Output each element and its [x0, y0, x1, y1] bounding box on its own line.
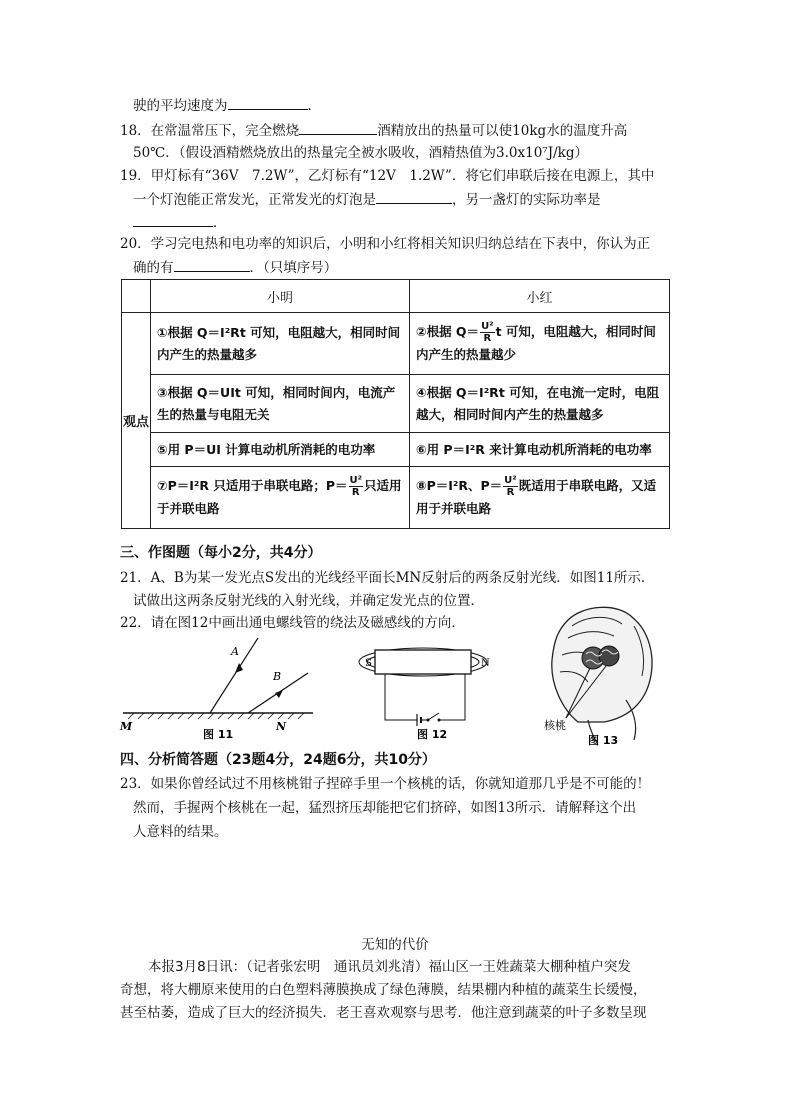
switch-contact	[438, 719, 441, 722]
viewpoint-7	[151, 467, 410, 529]
fraction-den: R	[506, 487, 515, 498]
col-header-xiaohong: 小红	[410, 280, 670, 313]
figure-13	[538, 600, 668, 750]
label-b: B	[273, 670, 282, 683]
q18-text-a: 18．在常温常压下，完全燃烧	[120, 123, 300, 139]
viewpoint-8	[410, 467, 670, 529]
q19-line3	[133, 212, 227, 233]
fraction-num: U²	[504, 475, 517, 486]
viewpoint-5: ⑤用 P＝UI 计算电动机所消耗的电功率	[151, 433, 410, 467]
q19-end: ．	[213, 215, 227, 231]
q17-end: ．	[307, 98, 321, 114]
q18-line2: 50℃．（假设酒精燃烧放出的热量完全被水吸收，酒精热值为3.0x10⁷J/kg）	[133, 145, 588, 161]
figure-12	[355, 638, 495, 742]
fraction-num: U²	[349, 475, 363, 486]
vp2-b: t 可知，电阻越大，相同时间内产生的热量越少	[416, 324, 656, 362]
answer-blank[interactable]	[376, 189, 452, 204]
answer-blank[interactable]	[299, 120, 377, 135]
q19-text-b: 一个灯泡能正常发光，正常发光的灯泡是	[133, 192, 376, 208]
viewpoint-4: ④根据 Q＝I²Rt 可知，在电流一定时，电阻越大，相同时间内产生的热量越多	[410, 375, 670, 433]
viewpoint-6: ⑥用 P＝I²R 来计算电动机所消耗的电功率	[410, 433, 670, 467]
q18-line1	[120, 120, 627, 141]
vp7-b: 只适用于并联电路	[157, 478, 402, 516]
viewpoint-2	[410, 313, 670, 375]
walnut-label: 核桃	[544, 719, 566, 732]
q19-line2	[133, 189, 601, 210]
viewpoint-3: ③根据 Q＝UIt 可知，相同时间内，电流产生的热量与电阻无关	[151, 375, 410, 433]
mirror-hatching	[128, 713, 304, 719]
q22-line: 22．请在图12中画出通电螺线管的绕法及磁感线的方向．	[120, 615, 465, 631]
hand-illustration	[552, 607, 652, 745]
q23-line1: 23．如果你曾经试过不用核桃钳子捏碎手里一个核桃的话，你就知道那几乎是不可能的！	[120, 776, 651, 792]
q23-line2: 然而，手握两个核桃在一起，猛烈挤压却能把它们挤碎，如图13所示．请解释这个出	[133, 800, 637, 816]
fraction	[480, 321, 495, 344]
answer-blank[interactable]	[133, 212, 213, 227]
article-line-2: 奇想，将大棚原来使用的白色塑料薄膜换成了绿色薄膜，结果棚内种植的蔬菜生长缓慢，	[120, 982, 647, 998]
switch-lever	[428, 713, 439, 720]
fraction	[503, 475, 518, 498]
q20-text-b2: ．（只填序号）	[249, 260, 338, 276]
vp8-a: ⑧P＝I²R、P＝	[416, 478, 503, 493]
figure-11-caption: 图 11	[203, 728, 234, 741]
vp8-b: 既适用于串联电路，又适用于并联电路	[416, 478, 657, 516]
q20-line1: 20．学习完电热和电功率的知识后，小明和小红将相关知识归纳总结在下表中，你认为正	[120, 236, 651, 252]
viewpoint-1: ①根据 Q＝I²Rt 可知，电阻越大，相同时间内产生的热量越多	[151, 313, 410, 375]
q17-text: 驶的平均速度为	[133, 98, 228, 114]
label-a: A	[231, 645, 239, 658]
arrow-a	[235, 663, 243, 673]
q19-text-b2: ，另一盏灯的实际功率是	[452, 192, 601, 208]
col-header-xiaoming: 小明	[151, 280, 410, 313]
fraction-num: U²	[481, 321, 494, 332]
answer-blank[interactable]	[228, 95, 308, 110]
figure-13-caption: 图 13	[588, 734, 619, 747]
section-4-title: 四、分析简答题（23题4分，24题6分，共10分）	[120, 752, 436, 768]
q21-line2: 试做出这两条反射光线的入射光线，并确定发光点的位置．	[133, 593, 484, 609]
article-title: 无知的代价	[361, 937, 429, 953]
q20-text-b: 确的有	[133, 260, 174, 276]
table-corner	[122, 280, 151, 313]
fraction-den: R	[483, 333, 492, 344]
viewpoint-table	[121, 279, 670, 529]
article-line-1: 本报3月8日讯：（记者张宏明 通讯员刘兆清）福山区一王姓蔬菜大棚种植户突发	[148, 959, 631, 975]
side-label: 观点	[122, 313, 151, 529]
q18-text-b: 酒精放出的热量可以使10kg水的温度升高	[377, 123, 628, 139]
label-n: N	[276, 720, 287, 733]
figure-11	[118, 635, 318, 745]
article-line-3: 甚至枯萎，造成了巨大的经济损失．老王喜欢观察与思考．他注意到蔬菜的叶子多数呈现	[120, 1005, 647, 1021]
section-3-title: 三、作图题（每小2分，共4分）	[120, 545, 322, 561]
vp2-a: ②根据 Q＝	[416, 324, 480, 339]
circuit-wire-left	[385, 674, 417, 720]
fraction	[349, 475, 364, 498]
arrow-b	[275, 690, 283, 698]
label-m: M	[120, 720, 133, 733]
circuit-wire-right	[439, 674, 465, 720]
label-s: S	[365, 658, 372, 669]
answer-blank[interactable]	[174, 257, 250, 272]
vp7-a: ⑦P＝I²R 只适用于串联电路；P＝	[157, 478, 348, 493]
q21-line1: 21．A、B为某一发光点S发出的光线经平面长MN反射后的两条反射光线．如图11所示．	[120, 570, 655, 586]
q20-line2	[133, 257, 337, 278]
q17-tail	[133, 95, 321, 116]
label-n2: N	[481, 658, 490, 669]
figure-12-caption: 图 12	[417, 728, 448, 741]
fraction-den: R	[351, 487, 360, 498]
q19-line1: 19．甲灯标有“36V 7.2W”，乙灯标有“12V 1.2W”．将它们串联后接在电源上，其中	[120, 168, 655, 184]
solenoid-core	[375, 650, 471, 674]
q23-line3: 人意料的结果。	[133, 824, 228, 840]
